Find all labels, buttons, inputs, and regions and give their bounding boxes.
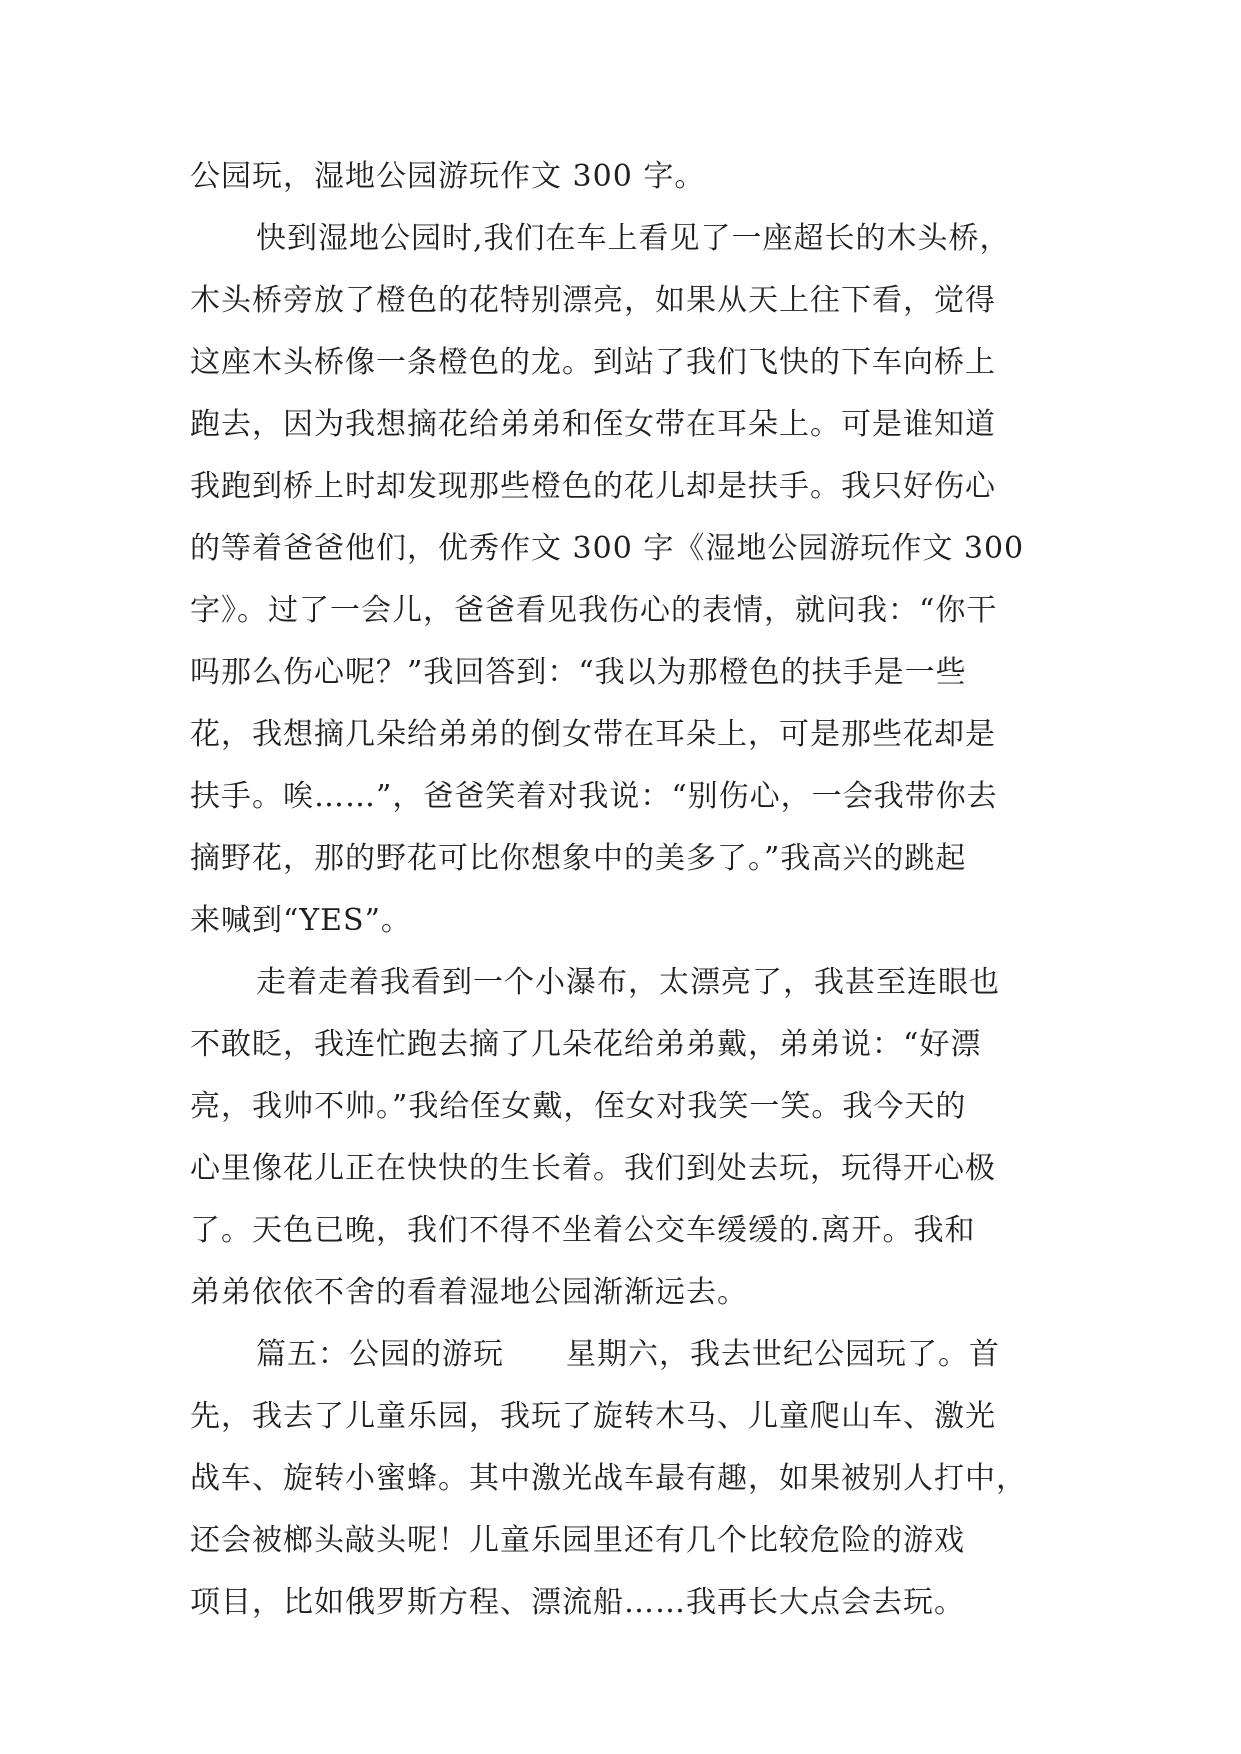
- paragraph-start-line: 走着走着我看到一个小瀑布，太漂亮了，我甚至连眼也: [256, 965, 1000, 1000]
- text-line: 先，我去了儿童乐园，我玩了旋转木马、儿童爬山车、激光: [190, 1399, 996, 1434]
- text-line: 摘野花，那的野花可比你想象中的美多了。”我高兴的跳起: [190, 841, 967, 876]
- paragraph-start-line: 篇五：公园的游玩 星期六，我去世纪公园玩了。首: [256, 1337, 1000, 1372]
- document-body: [190, 157, 1070, 1645]
- text-line: 这座木头桥像一条橙色的龙。到站了我们飞快的下车向桥上: [190, 345, 996, 380]
- text-line: 战车、旋转小蜜蜂。其中激光战车最有趣，如果被别人打中，: [190, 1461, 1027, 1496]
- text-line: 还会被榔头敲头呢！儿童乐园里还有几个比较危险的游戏: [190, 1523, 965, 1558]
- text-line: 花，我想摘几朵给弟弟的倒女带在耳朵上，可是那些花却是: [190, 717, 996, 752]
- text-line: 的等着爸爸他们，优秀作文 300 字《湿地公园游玩作文 300: [190, 531, 1025, 566]
- text-line: 了。天色已晚，我们不得不坐着公交车缓缓的.离开。我和: [190, 1213, 976, 1248]
- text-line: 吗那么伤心呢？”我回答到：“我以为那橙色的扶手是一些: [190, 655, 967, 690]
- text-line: 不敢眨，我连忙跑去摘了几朵花给弟弟戴，弟弟说：“好漂: [190, 1027, 982, 1062]
- text-line: 木头桥旁放了橙色的花特别漂亮，如果从天上往下看，觉得: [190, 283, 996, 318]
- text-line: 跑去，因为我想摘花给弟弟和侄女带在耳朵上。可是谁知道: [190, 407, 996, 442]
- text-line: 项目，比如俄罗斯方程、漂流船……我再长大点会去玩。: [190, 1585, 965, 1620]
- text-line: 心里像花儿正在快快的生长着。我们到处去玩，玩得开心极: [190, 1151, 996, 1186]
- text-line: 亮，我帅不帅。”我给侄女戴，侄女对我笑一笑。我今天的: [190, 1089, 967, 1124]
- text-line: 公园玩，湿地公园游玩作文 300 字。: [190, 159, 706, 194]
- text-line: 我跑到桥上时却发现那些橙色的花儿却是扶手。我只好伤心: [190, 469, 996, 504]
- paragraph-start-line: 快到湿地公园时,我们在车上看见了一座超长的木头桥，: [256, 221, 1011, 256]
- text-line: 弟弟依依不舍的看着湿地公园渐渐远去。: [190, 1275, 748, 1310]
- text-line: 扶手。唉……”，爸爸笑着对我说：“别伤心，一会我带你去: [190, 779, 998, 814]
- text-line: 字》。过了一会儿，爸爸看见我伤心的表情，就问我：“你干: [190, 593, 998, 628]
- text-line: 来喊到“YES”。: [190, 903, 412, 938]
